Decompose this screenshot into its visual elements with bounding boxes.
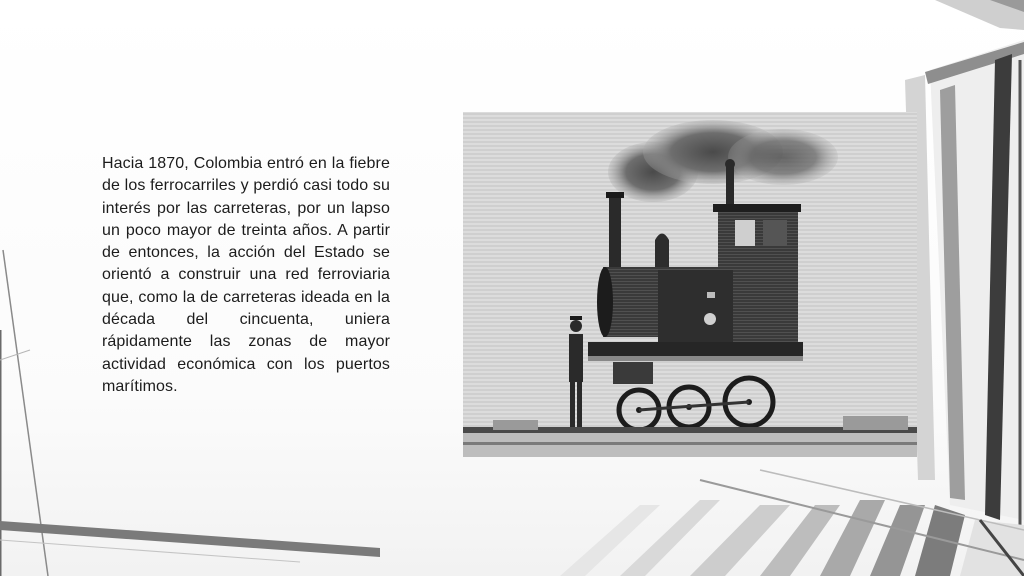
locomotive-engraving-image (463, 112, 917, 457)
locomotive-illustration (463, 112, 917, 457)
slide-body-text: Hacia 1870, Colombia entró en la fiebre de los ferrocarriles y perdió casi todo su interés por las carreteras, por un lapso un poco mayor de treinta años. A partir de entonces, la acción del Estado se orientó a construir una red ferroviaria que, como la de carreteras ideada en la década del cincuenta, uniera rápidamente las zonas de mayor actividad económica con los puertos marítimos. (102, 155, 390, 395)
